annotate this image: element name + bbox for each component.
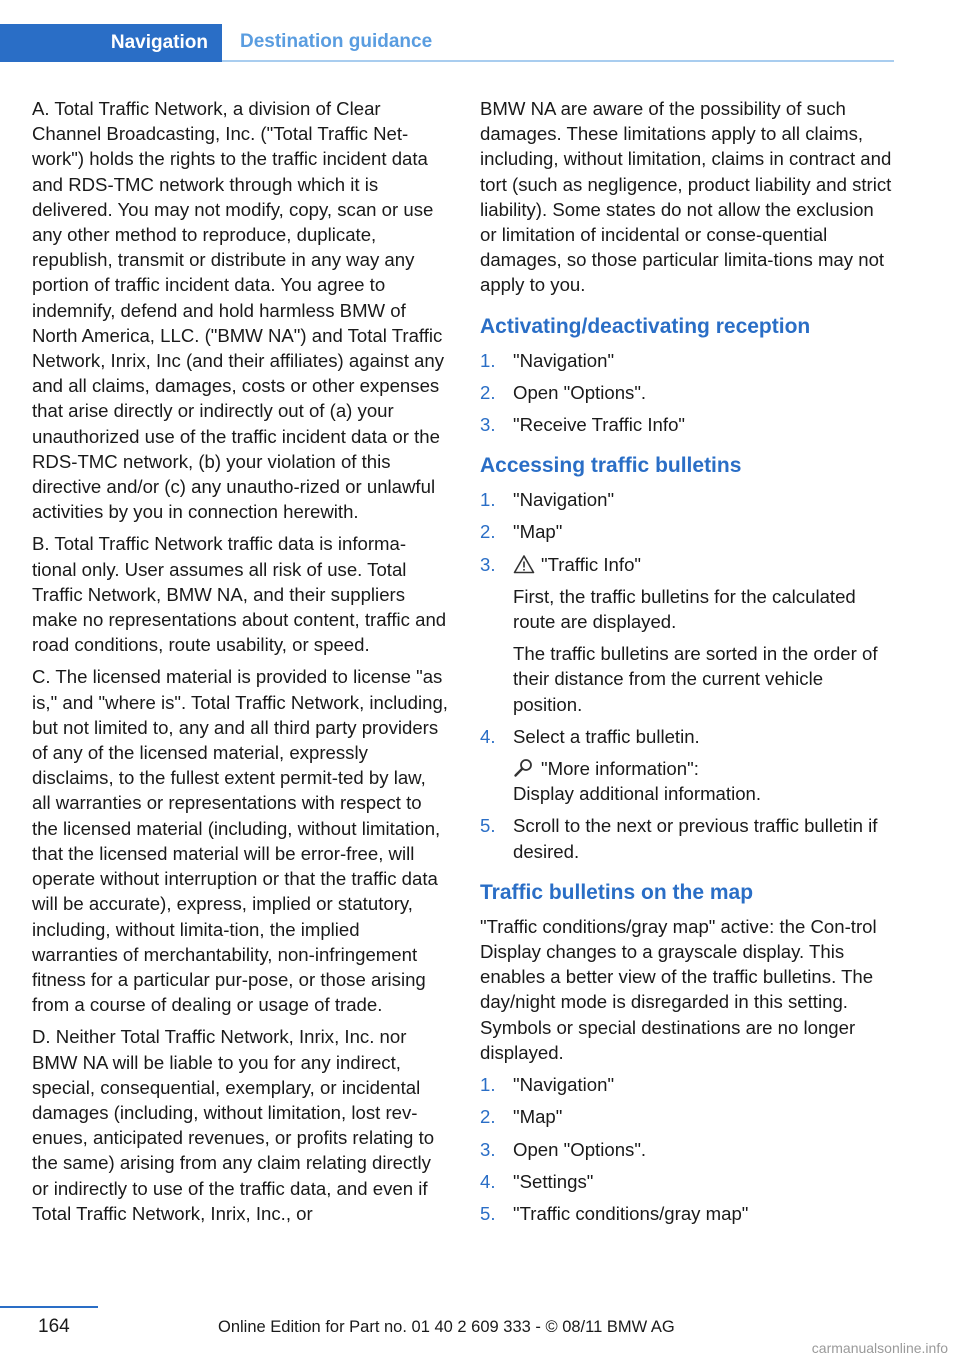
paragraph-c: C. The licensed material is provided to license "as is," and "where is". Total Traffic Network, including, but not limited to, any and all third party providers of any of the licensed material, expressly disclaims, to the fullest extent permit-ted by law, all warranties or representations with respect to the licensed material (including, without limitation, that the licensed material will be error-free, will operate without interruption or that the traffic data will be accurate), express, implied or statutory, including, without limita-tion, the implied warranties of merchantability, non-infringement fitness for a particular pur-pose, or those arising from a course of dealing or usage of trade.: [32, 666, 448, 1016]
step-number: 2.: [480, 521, 496, 543]
step-number: 4.: [480, 1170, 496, 1192]
paragraph-continued: BMW NA are aware of the possibility of such damages. These limitations apply to all claims, including, without limitation, claims in contract and tort (such as negligence, product liability and strict liability). Some states do not allow the exclusion or limitation of incidental or conse-quential damages, so those particular limita-tions may not apply to you.: [480, 98, 892, 296]
step-number: 1.: [480, 1074, 496, 1096]
list-item: [480, 1137, 894, 1162]
heading-activating-reception: Activating/deactivating reception: [480, 314, 811, 338]
step-number: 4.: [480, 725, 496, 747]
step-number: 2.: [480, 1106, 496, 1128]
list-item: [480, 813, 894, 863]
map-intro: "Traffic conditions/gray map" active: the Con-trol Display changes to a grayscale display. This enables a better view of the traffic bulletins. The day/night mode is disregarded in this setting. Symbols or special destinations are no longer displayed.: [480, 915, 877, 1063]
paragraph-b: B. Total Traffic Network traffic data is informa-tional only. User assumes all risk of use. Total Traffic Network, BMW NA, and their suppliers make no representations about content, traffic and road conditions, route usability, or speed.: [32, 533, 447, 656]
list-item: [480, 412, 894, 437]
step-number: 3.: [480, 553, 496, 575]
warning-triangle-icon: [513, 554, 535, 574]
step-text: "Traffic conditions/gray map": [513, 1202, 749, 1224]
step-text: Open "Options".: [513, 381, 647, 403]
more-information-icon: [513, 758, 535, 778]
edition-line: Online Edition for Part no. 01 40 2 609 333 - © 08/11 BMW AG: [218, 1318, 675, 1336]
page-number: 164: [38, 1316, 70, 1337]
step-detail: [513, 756, 894, 806]
list-item: [480, 1201, 894, 1226]
list-item: [480, 1072, 894, 1097]
accessing-steps: [480, 487, 894, 864]
step-number: 5.: [480, 1202, 496, 1224]
step-text: Select a traffic bulletin.: [513, 725, 700, 747]
right-column: [480, 96, 894, 1233]
step-detail: First, the traffic bulletins for the calculated route are displayed.: [513, 585, 856, 633]
step-number: 2.: [480, 381, 496, 403]
step-text: "Traffic Info": [541, 553, 642, 575]
list-item: [480, 552, 894, 717]
map-steps: [480, 1072, 894, 1226]
left-column: [32, 96, 448, 1233]
list-item: [480, 487, 894, 512]
footer-rule: [0, 1306, 98, 1308]
step-text: Open "Options".: [513, 1138, 647, 1160]
step-number: 3.: [480, 1138, 496, 1160]
step-text: "Map": [513, 521, 563, 543]
more-information-label: "More information":: [541, 758, 699, 780]
list-item: [480, 519, 894, 544]
step-text: "Settings": [513, 1170, 594, 1192]
heading-accessing-bulletins: Accessing traffic bulletins: [480, 454, 742, 478]
header-section-tab: Navigation: [0, 24, 222, 62]
heading-bulletins-on-map: Traffic bulletins on the map: [480, 880, 754, 904]
list-item: [480, 348, 894, 373]
step-text: "Navigation": [513, 349, 615, 371]
header-subsection-tab: Destination guidance: [222, 24, 894, 62]
step-number: 3.: [480, 414, 496, 436]
paragraph-a: A. Total Traffic Network, a division of Clear Channel Broadcasting, Inc. ("Total Traffic Net-work") holds the rights to the traffic incident data and RDS-TMC network through which it is delivered. You may not modify, copy, scan or use any other method to reproduce, duplicate, republish, transmit or distribute in any way any portion of traffic incident data. You agree to indemnify, defend and hold harmless BMW of North America, LLC. ("BMW NA") and Total Traffic Network, Inrix, Inc (and their affiliates) against any and all claims, damages, costs or other expenses that arise directly or indirectly out of (a) your unauthorized use of the traffic incident data or the RDS-TMC network, (b) your violation of this directive and/or (c) any unautho-rized or unlawful activities by you in connection herewith.: [32, 98, 445, 523]
step-text: "Map": [513, 1106, 563, 1128]
paragraph-d: D. Neither Total Traffic Network, Inrix, Inc. nor BMW NA will be liable to you for any indirect, special, consequential, exemplary, or incidental damages (including, without limitation, lost rev-enues, anticipated revenues, or profits relating to the same) arising from any claim relating directly or indirectly to use of the traffic data, and even if Total Traffic Network, Inrix, Inc., or: [32, 1026, 435, 1224]
step-number: 5.: [480, 815, 496, 837]
more-information-desc: Display additional information.: [513, 783, 762, 805]
step-detail: The traffic bulletins are sorted in the order of their distance from the current vehicle position.: [513, 643, 878, 715]
step-number: 1.: [480, 489, 496, 511]
list-item: [480, 1169, 894, 1194]
page-header: [0, 24, 894, 62]
step-text: "Receive Traffic Info": [513, 414, 686, 436]
step-text: Scroll to the next or previous traffic bulletin if desired.: [513, 815, 878, 862]
activating-steps: [480, 348, 894, 438]
list-item: [480, 724, 894, 807]
watermark: carmanualsonline.info: [811, 1340, 948, 1356]
list-item: [480, 1104, 894, 1129]
list-item: [480, 380, 894, 405]
step-text: "Navigation": [513, 489, 615, 511]
step-text: "Navigation": [513, 1074, 615, 1096]
step-number: 1.: [480, 349, 496, 371]
